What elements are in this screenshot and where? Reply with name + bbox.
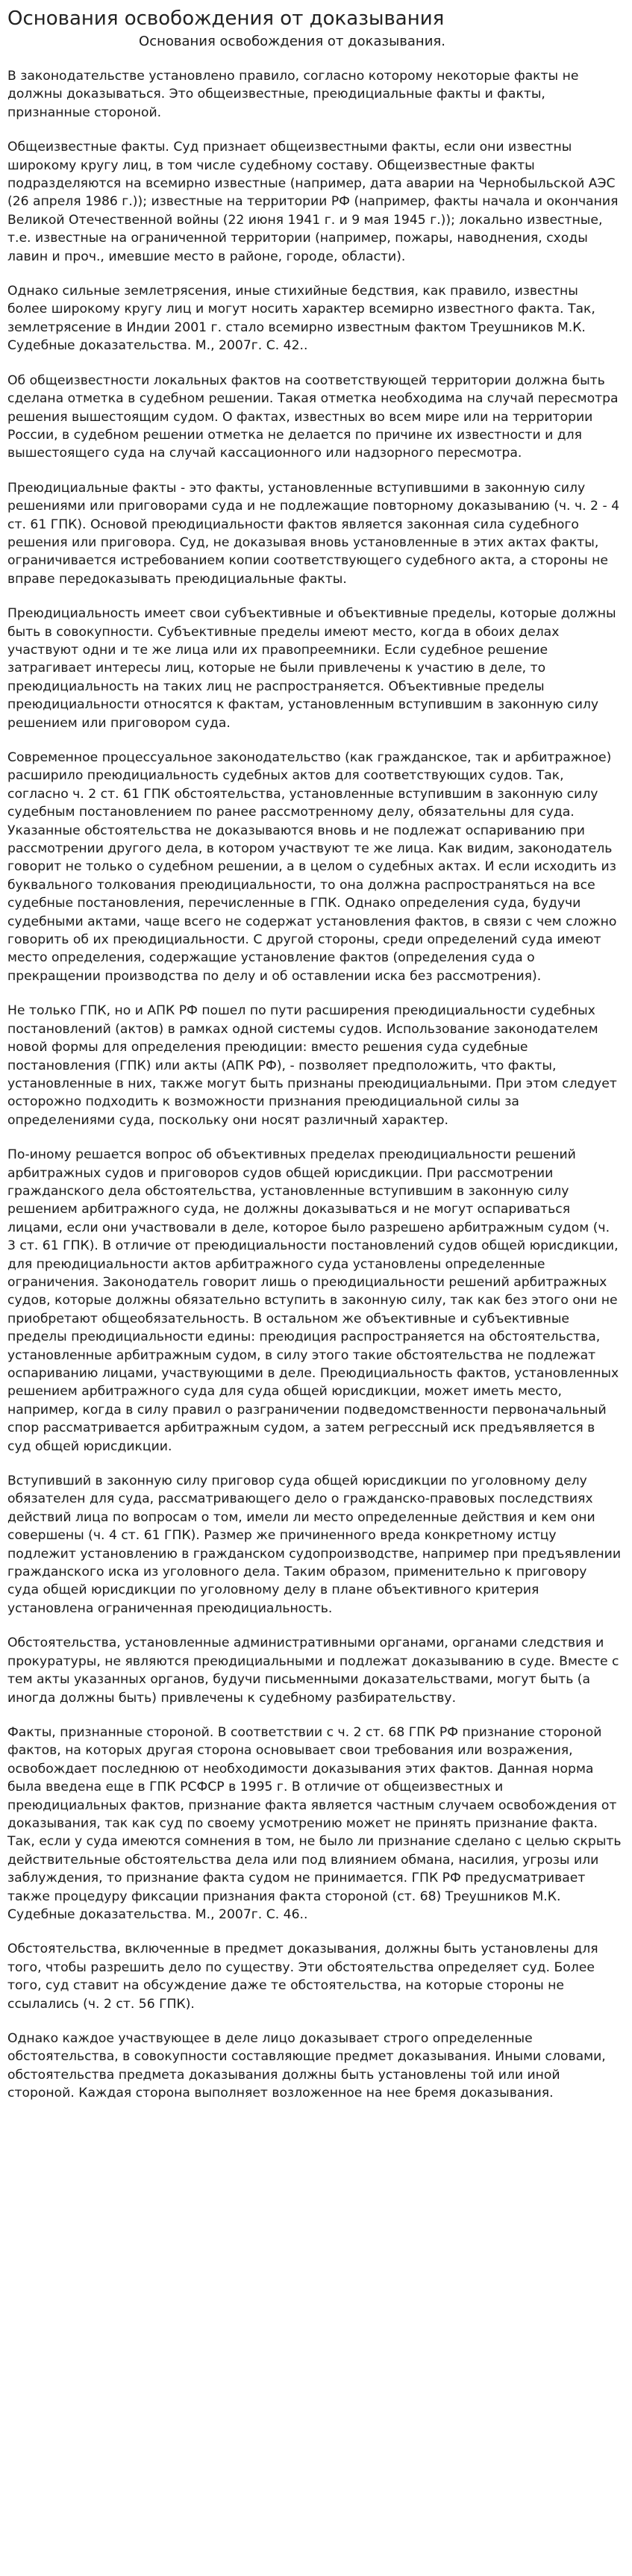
paragraph: Вступивший в законную силу приговор суда общей юрисдикции по уголовному делу обязателен для суда, рассматривающего дело о гражданско-правовых последствиях действий лица по вопросам о том, имели ли место определенные действия и кем они совершены (ч. 4 ст. 61 ГПК). Размер же причиненного вреда конкретному истцу подлежит установлению в гражданском судопроизводстве, например при предъявлении гражданского иска из уголовного дела. Таким образом, применительно к приговору суда общей юрисдикции по уголовному делу в плане объективного критерия установлена ограниченная преюдициальность. xyxy=(7,1473,622,1616)
paragraph: Не только ГПК, но и АПК РФ пошел по пути расширения преюдициальности судебных постановлений (актов) в рамках одной системы судов. Использование законодателем новой формы для определения преюдиции: вместо решения суда судебные постановления (ГПК) или акты (АПК РФ), - позволяет предположить, что факты, установленные в них, также могут быть признаны преюдициальными. При этом следует осторожно подходить к возможности признания преюдициальной силы за определениями суда, поскольку они носят различный характер. xyxy=(7,1003,617,1128)
document-subtitle: Основания освобождения от доказывания. xyxy=(139,34,445,49)
paragraph: Обстоятельства, установленные административными органами, органами следствия и прокуратуры, не являются преюдициальными и подлежат доказыванию в суде. Вместе с тем акты указанных органов, будучи письменными доказательствами, могут быть (а иногда должны быть) привлечены к судебному разбирательству. xyxy=(7,1635,619,1706)
paragraph: Современное процессуальное законодательство (как гражданское, так и арбитражное) расширило преюдициальность судебных актов для соответствующих судов. Так, согласно ч. 2 ст. 61 ГПК обстоятельства, установленные вступившим в законную силу судебным постановлением по ранее рассмотренному делу, обязательны для суда. Указанные обстоятельства не доказываются вновь и не подлежат оспариванию при рассмотрении другого дела, в котором участвуют те же лица. Как видим, законодатель говорит не только о судебном решении, а в целом о судебных актах. И если исходить из буквального толкования преюдициальности, то она должна распространяться на все судебные постановления, перечисленные в ГПК. Однако определения суда, будучи судебными актами, чаще всего не содержат установления фактов, в связи с чем сложно говорить об их преюдициальности. С другой стороны, среди определений суда имеют место определения, содержащие установление фактов (определения суда о прекращении производства по делу и об оставлении иска без рассмотрения). xyxy=(7,750,617,984)
paragraph: Обстоятельства, включенные в предмет доказывания, должны быть установлены для того, чтобы разрешить дело по существу. Эти обстоятельства определяет суд. Более того, суд ставит на обсуждение даже те обстоятельства, на которые стороны не ссылались (ч. 2 ст. 56 ГПК). xyxy=(7,1942,598,2012)
document-body xyxy=(7,67,622,2103)
paragraph: Преюдициальность имеет свои субъективные и объективные пределы, которые должны быть в совокупности. Субъективные пределы имеют место, когда в обоих делах участвуют одни и те же лица или их правопреемники. Если судебное решение затрагивает интересы лиц, которые не были привлечены к участию в деле, то преюдициальность на таких лиц не распространяется. Объективные пределы преюдициальности относятся к фактам, установленным вступившим в законную силу решением или приговором суда. xyxy=(7,606,616,731)
paragraph: Однако каждое участвующее в деле лицо доказывает строго определенные обстоятельства, в совокупности составляющие предмет доказывания. Иными словами, обстоятельства предмета доказывания должны быть установлены той или иной стороной. Каждая сторона выполняет возложенное на нее бремя доказывания. xyxy=(7,2031,606,2101)
paragraph: Общеизвестные факты. Суд признает общеизвестными факты, если они известны широкому кругу лиц, в том числе судебному составу. Общеизвестные факты подразделяются на всемирно известные (например, дата аварии на Чернобыльской АЭС (26 апреля 1986 г.)); известные на территории РФ (например, факты начала и окончания Великой Отечественной войны (22 июня 1941 г. и 9 мая 1945 г.)); локально известные, т.е. известные на ограниченной территории (например, пожары, наводнения, сходы лавин и проч., имевшие место в районе, городе, области). xyxy=(7,140,619,264)
paragraph: Факты, признанные стороной. В соответствии с ч. 2 ст. 68 ГПК РФ признание стороной фактов, на которых другая сторона основывает свои требования или возражения, освобождает последнюю от необходимости доказывания этих фактов. Данная норма была введена еще в ГПК РСФСР в 1995 г. В отличие от общеизвестных и преюдициальных фактов, признание факта является частным случаем освобождения от доказывания, так как суд по своему усмотрению может не принять признание факта. Так, если у суда имеются сомнения в том, не было ли признание сделано с целью скрыть действительные обстоятельства дела или под влиянием обмана, насилия, угрозы или заблуждения, то признание факта судом не принимается. ГПК РФ предусматривает также процедуру фиксации признания факта стороной (ст. 68) Треушников М.К. Судебные доказательства. М., 2007г. С. 46.. xyxy=(7,1724,622,1922)
paragraph: По-иному решается вопрос об объективных пределах преюдициальности решений арбитражных судов и приговоров судов общей юрисдикции. При рассмотрении гражданского дела обстоятельства, установленные вступившим в законную силу решением арбитражного суда, не должны доказываться и не могут оспариваться лицами, если они участвовали в деле, которое было разрешено арбитражным судом (ч. 3 ст. 61 ГПК). В отличие от преюдициальности постановлений судов общей юрисдикции, для преюдициальности актов арбитражного суда установлены определенные ограничения. Законодатель говорит лишь о преюдициальности решений арбитражных судов, которые должны обязательно вступить в законную силу, так как без этого они не приобретают общеобязательность. В остальном же объективные и субъективные пределы преюдициальности едины: преюдиция распространяется на обстоятельства, установленные арбитражным судом, в силу этого такие обстоятельства не подлежат оспариванию лицами, участвующими в деле. Преюдициальность фактов, установленных решением арбитражного суда для суда общей юрисдикции, может иметь место, например, когда в силу правил о разграничении подведомственности первоначальный спор рассматривается арбитражным судом, а затем регрессный иск предъявляется в суд общей юрисдикции. xyxy=(7,1147,619,1454)
paragraph: Однако сильные землетрясения, иные стихийные бедствия, как правило, известны более широкому кругу лиц и могут носить характер всемирно известного факта. Так, землетрясение в Индии 2001 г. стало всемирно известным фактом Треушников М.К. Судебные доказательства. М., 2007г. С. 42.. xyxy=(7,284,595,354)
document-title: Основания освобождения от доказывания xyxy=(7,7,445,30)
paragraph: Об общеизвестности локальных фактов на соответствующей территории должна быть сделана отметка в судебном решении. Такая отметка необходима на случай пересмотра решения вышестоящим судом. О фактах, известных во всем мире или на территории России, в судебном решении отметка не делается по причине их известности и для вышестоящего суда на случай кассационного или надзорного пересмотра. xyxy=(7,372,619,461)
paragraph: Преюдициальные факты - это факты, установленные вступившими в законную силу решениями или приговорами суда и не подлежащие повторному доказыванию (ч. ч. 2 - 4 ст. 61 ГПК). Основой преюдициальности фактов является законная сила судебного решения или приговора. Суд, не доказывая вновь установленные в этих актах факты, ограничивается истребованием копии соответствующего судебного акта, а стороны не вправе передоказывать преюдициальные факты. xyxy=(7,480,620,587)
paragraph: В законодательстве установлено правило, согласно которому некоторые факты не должны доказываться. Это общеизвестные, преюдициальные факты и факты, признанные стороной. xyxy=(7,69,579,120)
